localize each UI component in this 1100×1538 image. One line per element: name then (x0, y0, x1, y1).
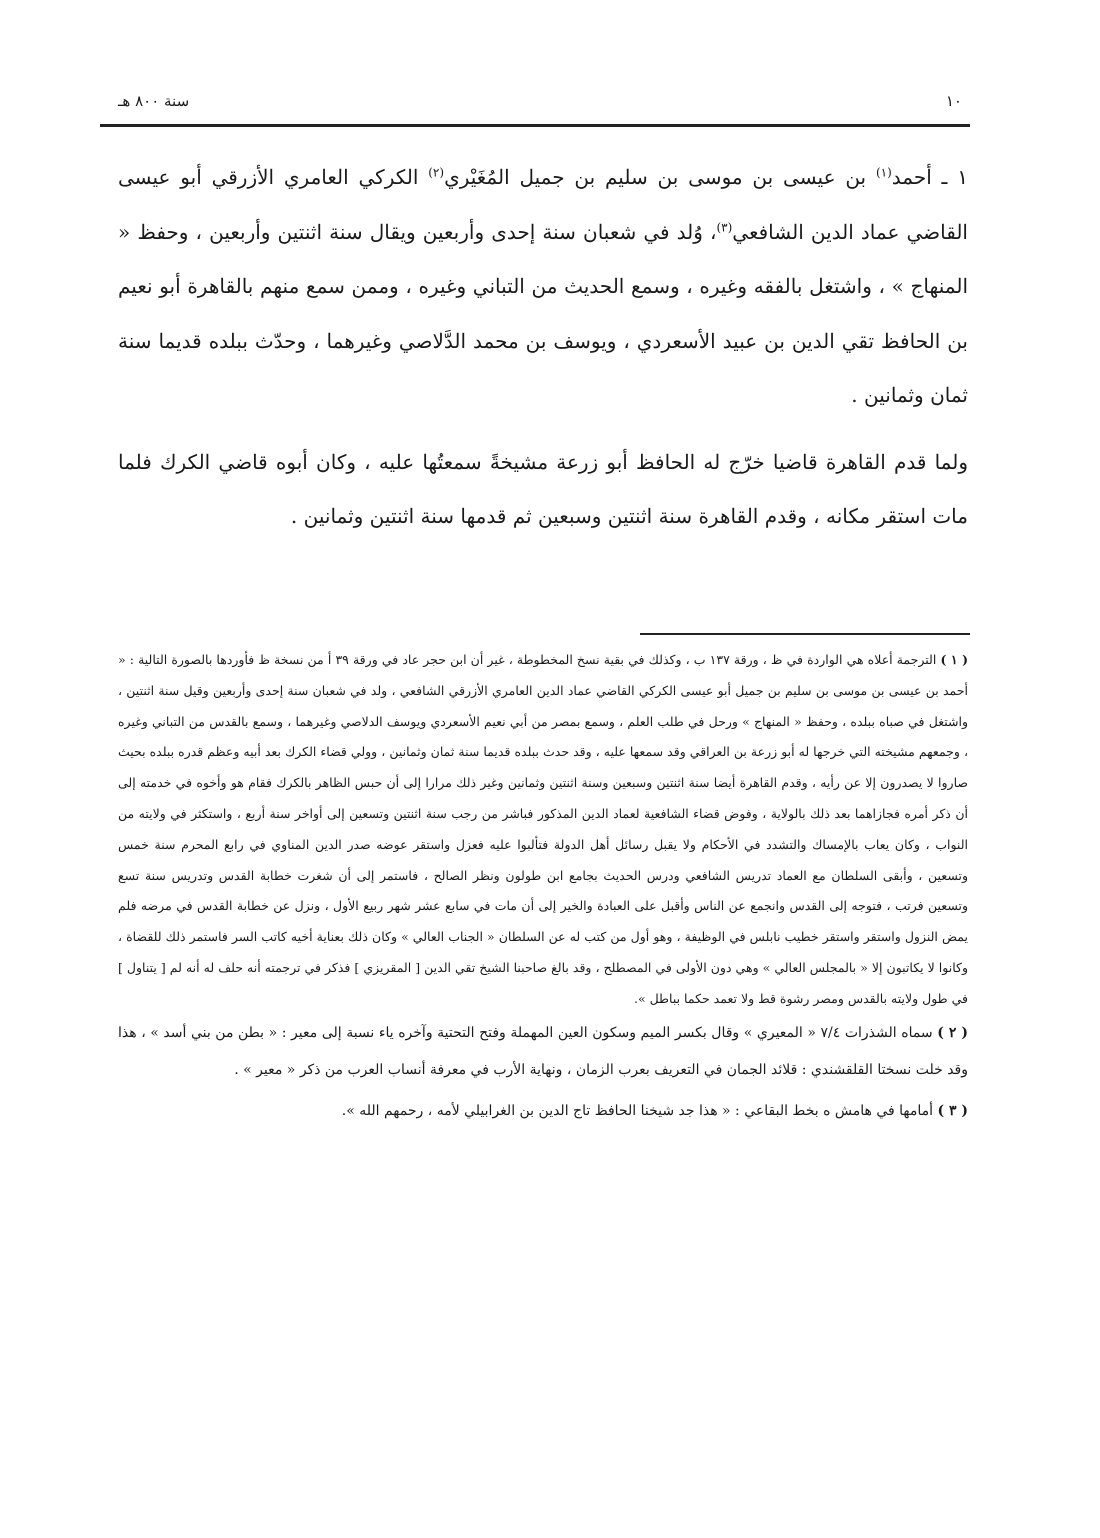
footnote-2-label: ( ٢ ) (937, 1024, 969, 1041)
footnote-ref-2: (٢) (428, 165, 445, 180)
footnote-1 (118, 645, 968, 1015)
footnote-divider (640, 633, 970, 635)
footnote-2 (118, 1015, 968, 1089)
footnote-1-label: ( ١ ) (940, 652, 968, 667)
entry-text-c: ، وُلد في شعبان سنة إحدى وأربعين ويقال سنة اثنتين وأربعين ، وحفظ « المنهاج » ، واشتغل بالفقه وغيره ، وسمع الحديث من التباني وغيره ، وممن سمع منهم بالقاهرة أبو نعيم بن الحافظ تقي الدين بن عبيد الأسعردي ، ويوسف بن محمد الدَّلاصي وغيرهما ، وحدّث ببلده قديما سنة ثمان وثمانين . (118, 219, 968, 407)
header-divider (100, 124, 970, 127)
biography-paragraph-2: ولما قدم القاهرة قاضيا خرّج له الحافظ أبو زرعة مشيخةً سمعتُها عليه ، وكان أبوه قاضي الكرك فلما مات استقر مكانه ، وقدم القاهرة سنة اثنتين وسبعين ثم قدمها سنة اثنتين وثمانين . (118, 449, 968, 528)
entry-number: ١ ـ أحمد (891, 165, 968, 189)
page-header-year: سنة ٨٠٠ هـ (118, 92, 190, 110)
footnote-1-text: الترجمة أعلاه هي الواردة في ظ ، ورقة ١٣٧ ب ، وكذلك في بقية نسخ المخطوطة ، غير أن ابن حجر عاد في ورقة ٣٩ أ من نسخة ظ فأوردها بالصورة التالية : « أحمد بن عيسى بن موسى بن سليم بن جميل أبو عيسى الكركي القاضي عماد الدين العامري الأزرقي الشافعي ، ولد في شعبان سنة إحدى وأربعين وقيل سنة اثنتين ، واشتغل في صباه ببلده ، وحفظ « المنهاج » ورحل في طلب العلم ، وسمع بمصر من أبي نعيم الأسعردي ويوسف الدلاصي وغيرهما ، وسمع بالقدس من التباني وغيره ، وجمعهم مشيخته التي خرجها له أبو زرعة بن العراقي وقد سمعها عليه ، وقد حدث ببلده قديما سنة ثمان وثمانين ، وولي قضاء الكرك بعد أبيه وعظم قدره ببلده بحيث صاروا لا يصدرون إلا عن رأيه ، وقدم القاهرة أيضا سنة اثنتين وسبعين وسنة اثنتين وثمانين وغير ذلك مرارا إلى أن حبس الظاهر بالكرك فقام هو وأخوه في خدمته إلى أن ذكر أمره فجازاهما بعد ذلك بالولاية ، وفوض قضاء الشافعية لعماد الدين المذكور فباشر من رجب سنة اثنتين وتسعين إلى أواخر سنة أربع ، واستكثر في ولايته من النواب ، وكان يعاب بالإمساك والتشدد في الأحكام ولا يقبل رسائل أهل الدولة فتألبوا عليه فعزل واستقر عوضه صدر الدين المناوي في رابع المحرم سنة خمس وتسعين ، وأبقى السلطان مع العماد تدريس الشافعي ودرس الحديث بجامع ابن طولون ونظر الصالح ، فاستمر إلى أن شغرت خطابة القدس وتدريس سنة تسع وتسعين فرتب ، فتوجه إلى القدس وانجمع عن الناس وأقبل على العبادة والخير إلى أن مات في سابع عشر شهر ربيع الأول ، ونزل عن خطابة القدس في مرضه فلم يمض النزول واستقر واستقر خطيب نابلس في الوظيفة ، وهو أول من كتب له عن السلطان « الجناب العالي » وكان ذلك بعناية أخيه كاتب السر فاستمر ذلك للقضاة ، وكانوا لا يكاتبون إلا « بالمجلس العالي » وهي دون الأولى في المصطلح ، وقد بالغ صاحبنا الشيخ تقي الدين [ المقريزي ] فذكر في ترجمته أنه حلف له أنه لم [ يتناول ] في طول ولايته بالقدس ومصر رشوة قط ولا تعمد حكما بباطل ». (118, 652, 968, 1006)
footnote-2-text: سماه الشذرات ٧/٤ « المعيري » وقال بكسر الميم وسكون العين المهملة وفتح التحتية وآخره ياء نسبة إلى معير : « بطن من بني أسد » ، هذا وقد خلت نسختا القلقشندي : قلائد الجمان في التعريف بعرب الزمان ، ونهاية الأرب في معرفة أنساب العرب من ذكر « معير » . (118, 1024, 968, 1078)
page-header-number: ١٠ (945, 92, 962, 110)
footnote-3-label: ( ٣ ) (937, 1102, 968, 1119)
footnote-ref-1: (١) (875, 165, 892, 180)
footnote-ref-3: (٣) (716, 219, 733, 234)
main-text (118, 150, 968, 544)
entry-text-b: الكركي العامري الأزرقي أبو عيسى القاضي عماد الدين الشافعي (118, 165, 968, 244)
footnotes (118, 645, 968, 1130)
footnote-3-text: أمامها في هامش ه بخط البقاعي : « هذا جد شيخنا الحافظ تاج الدين بن الغرابيلي لأمه ، رحمهم الله ». (341, 1102, 938, 1119)
footnote-3 (118, 1093, 968, 1130)
entry-text-a: بن عيسى بن موسى بن سليم بن جميل المُغَيْري (444, 165, 876, 189)
biography-paragraph (118, 150, 968, 423)
